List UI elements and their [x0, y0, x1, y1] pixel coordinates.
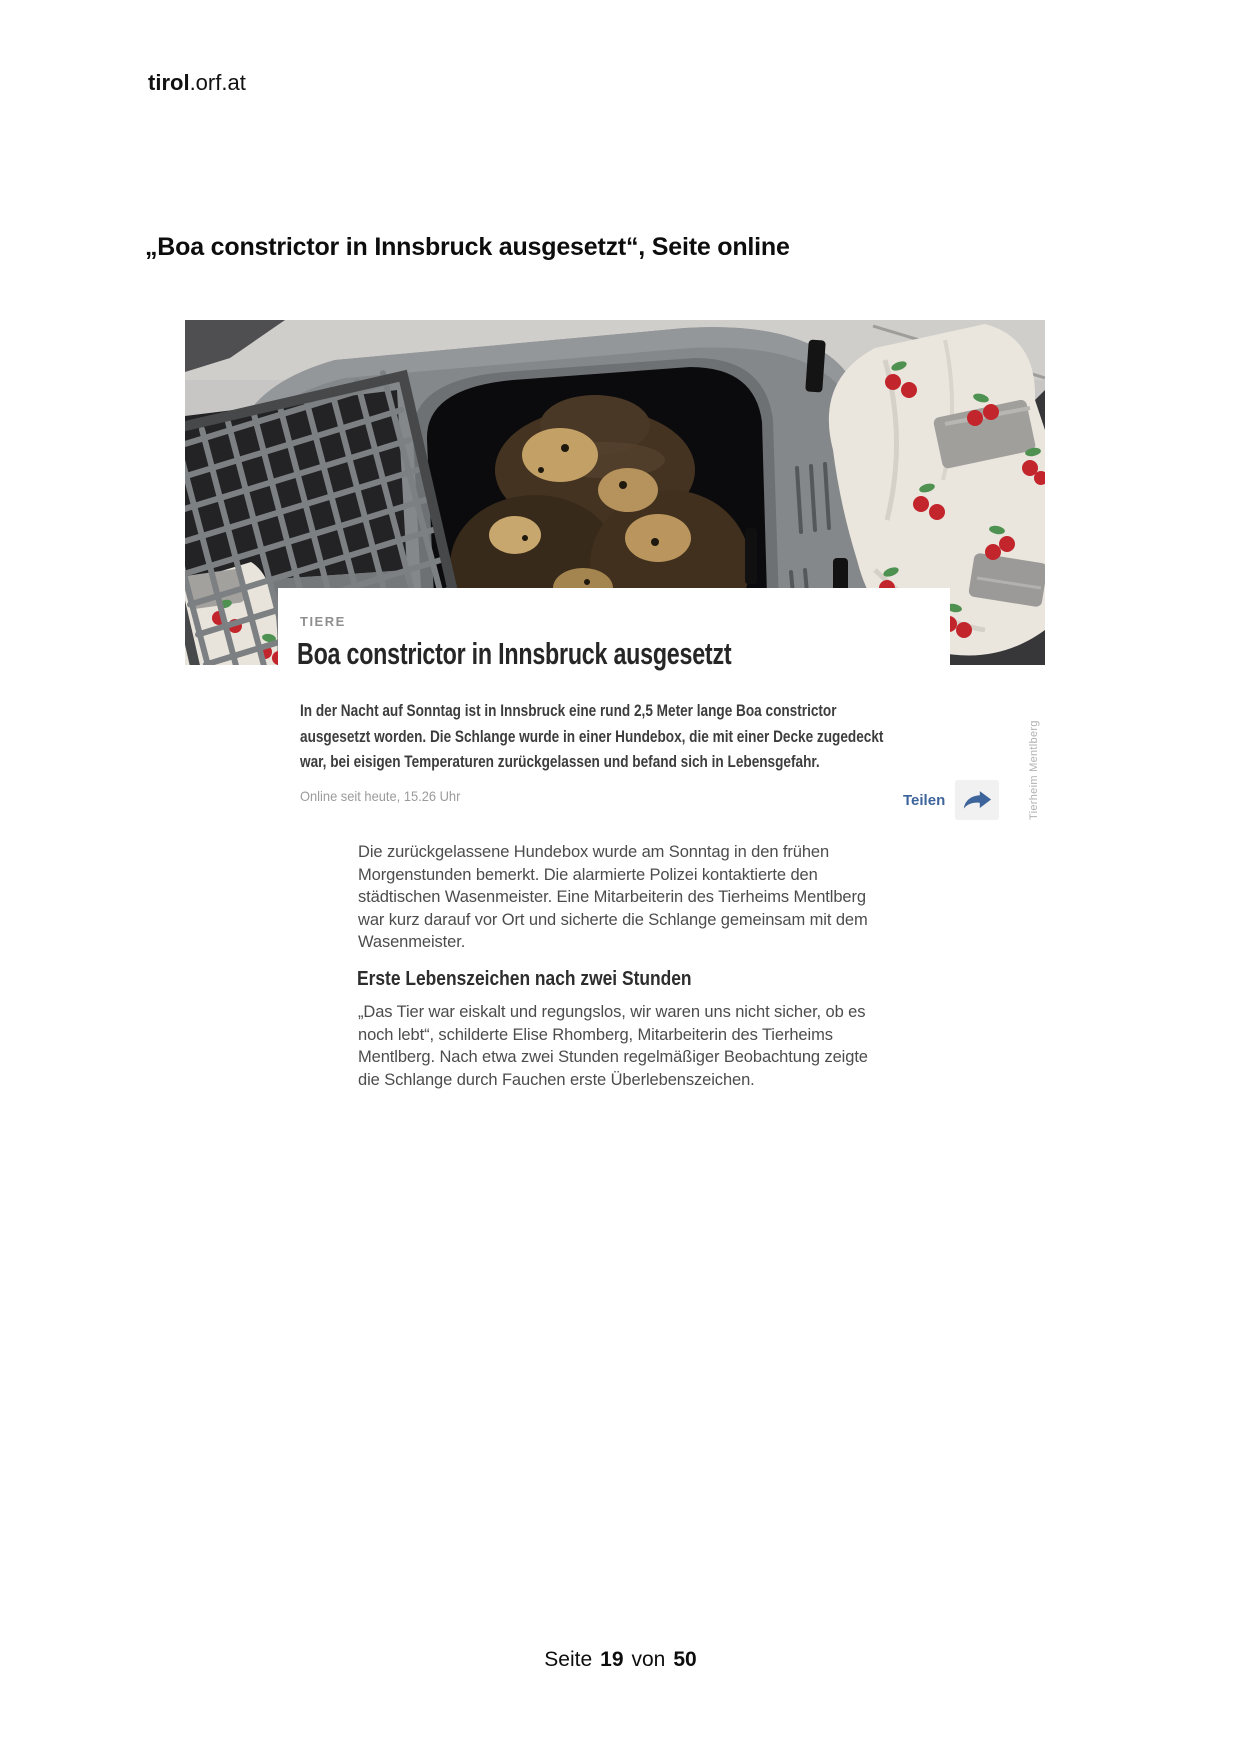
publish-timestamp: Online seit heute, 15.26 Uhr	[300, 788, 461, 804]
body-line: Mentlberg. Nach etwa zwei Stunden regelmäßiger Beobachtung zeigte	[358, 1048, 868, 1067]
article-subheading: Erste Lebenszeichen nach zwei Stunden	[357, 968, 692, 990]
page-title: „Boa constrictor in Innsbruck ausgesetzt“, Seite online	[145, 233, 790, 261]
lead-line: war, bei eisigen Temperaturen zurückgelassen und befand sich in Lebensgefahr.	[300, 752, 820, 771]
footer-page-number: 19	[600, 1648, 624, 1671]
photo-credit: Tierheim Mentlberg	[1028, 720, 1040, 820]
body-line: Wasenmeister.	[358, 933, 466, 952]
site-logo-bold: tirol	[148, 70, 190, 95]
body-line: Die zurückgelassene Hundebox wurde am Sonntag in den frühen	[358, 843, 830, 861]
body-line: städtischen Wasenmeister. Eine Mitarbeiterin des Tierheims Mentlberg	[358, 888, 866, 907]
footer-total-pages: 50	[673, 1648, 697, 1671]
body-line: noch lebt“, schilderte Elise Rhomberg, Mitarbeiterin des Tierheims	[358, 1025, 833, 1044]
body-line: die Schlange durch Fauchen erste Überlebenszeichen.	[358, 1070, 755, 1089]
article-paragraph	[358, 1001, 868, 1091]
body-line: war kurz darauf vor Ort und sicherte die Schlange gemeinsam mit dem	[358, 910, 868, 929]
site-logo	[148, 70, 246, 96]
footer-word-von: von	[631, 1648, 666, 1671]
article-paragraph	[358, 841, 868, 954]
article-headline: Boa constrictor in Innsbruck ausgesetzt	[297, 636, 732, 671]
article-lead	[300, 698, 1029, 775]
share-arrow-icon[interactable]	[955, 780, 999, 820]
site-logo-rest: .orf.at	[189, 70, 246, 95]
body-line: „Das Tier war eiskalt und regungslos, wir waren uns nicht sicher, ob es	[358, 1003, 866, 1021]
category-label: TIERE	[300, 614, 346, 629]
share-button[interactable]	[903, 780, 999, 820]
page-footer	[0, 1648, 1241, 1672]
footer-word-seite: Seite	[544, 1648, 593, 1671]
lead-line: ausgesetzt worden. Die Schlange wurde in einer Hundebox, die mit einer Decke zugedeckt	[300, 726, 884, 746]
share-button-label[interactable]: Teilen	[903, 791, 946, 809]
article-screenshot	[185, 320, 1045, 1090]
lead-line: In der Nacht auf Sonntag ist in Innsbruck eine rund 2,5 Meter lange Boa constrictor	[300, 701, 837, 720]
body-line: Morgenstunden bemerkt. Die alarmierte Polizei kontaktierte den	[358, 865, 818, 884]
